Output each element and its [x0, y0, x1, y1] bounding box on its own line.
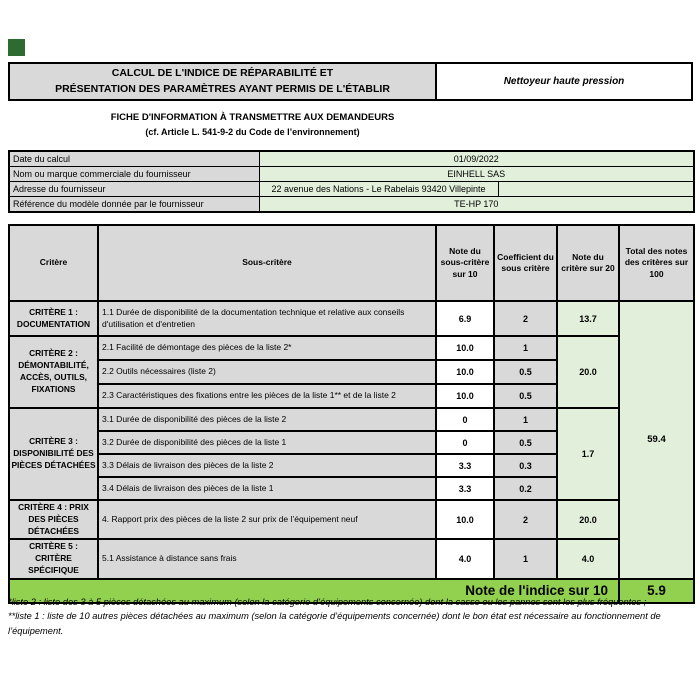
header-band [8, 62, 693, 101]
note20-value: 4.0 [557, 539, 619, 578]
footnote-liste2: *liste 2 : liste des 3 à 5 pièces détachées au maximum (selon la catégorie d’équipements concernée) dont la casse ou les pannes sont les plus fréquentes ; [8, 597, 647, 607]
info-value: EINHELL SAS [259, 167, 694, 182]
subcriterion-text: 3.2 Durée de disponibilité des pièces de la liste 1 [98, 431, 436, 454]
note10-value: 3.3 [436, 454, 494, 477]
note10-value: 10.0 [436, 384, 494, 408]
coefficient-value: 2 [494, 500, 557, 539]
criterion-3-label: CRITÈRE 3 : DISPONIBILITÉ DES PIÈCES DÉTACHÉES [9, 408, 98, 500]
subheader-line2: (cf. Article L. 541-9-2 du Code de l’environnement) [145, 126, 360, 137]
subcriterion-text: 1.1 Durée de disponibilité de la documentation technique et relative aux conseils d'utilisation et d'entretien [98, 301, 436, 336]
coefficient-value: 1 [494, 336, 557, 360]
table-row [9, 539, 694, 578]
info-label: Référence du modèle donnée par le fournisseur [9, 197, 259, 213]
col-header-sous-critere: Sous-critère [98, 225, 436, 301]
info-value: 01/09/2022 [259, 151, 694, 167]
total-score-100: 59.4 [619, 301, 694, 579]
product-category: Nettoyeur haute pression [437, 64, 691, 99]
final-score-value: 5.9 [619, 579, 694, 603]
subcriterion-text: 3.3 Délais de livraison des pièces de la liste 2 [98, 454, 436, 477]
col-header-note20: Note du critère sur 20 [557, 225, 619, 301]
info-row-address [9, 182, 694, 197]
criteria-table-header [9, 225, 694, 301]
note10-value: 6.9 [436, 301, 494, 336]
subcriterion-text: 4. Rapport prix des pièces de la liste 2 sur prix de l’équipement neuf [98, 500, 436, 539]
subcriterion-text: 5.1 Assistance à distance sans frais [98, 539, 436, 578]
note20-value: 20.0 [557, 500, 619, 539]
info-label: Date du calcul [9, 151, 259, 167]
info-label: Nom ou marque commerciale du fournisseur [9, 167, 259, 182]
info-row-date [9, 151, 694, 167]
subcriterion-text: 2.3 Caractéristiques des fixations entre les pièces de la liste 1** et de la liste 2 [98, 384, 436, 408]
note10-value: 10.0 [436, 500, 494, 539]
info-row-model [9, 197, 694, 213]
info-value-empty [498, 182, 694, 197]
note10-value: 10.0 [436, 336, 494, 360]
coefficient-value: 2 [494, 301, 557, 336]
subcriterion-text: 2.2 Outils nécessaires (liste 2) [98, 360, 436, 384]
table-row [9, 500, 694, 539]
footnotes [8, 595, 686, 638]
criterion-1-label: CRITÈRE 1 : DOCUMENTATION [9, 301, 98, 336]
document-title-line1: CALCUL DE L'INDICE DE RÉPARABILITÉ ET [111, 67, 334, 80]
supplier-info-table [8, 150, 695, 213]
note10-value: 0 [436, 408, 494, 431]
criterion-5-label: CRITÈRE 5 : CRITÈRE SPÉCIFIQUE [9, 539, 98, 578]
note10-value: 10.0 [436, 360, 494, 384]
note20-value: 20.0 [557, 336, 619, 408]
col-header-critere: Critère [9, 225, 98, 301]
logo-mark [8, 39, 25, 56]
note10-value: 4.0 [436, 539, 494, 578]
note10-value: 0 [436, 431, 494, 454]
col-header-note10: Note du sous-critère sur 10 [436, 225, 494, 301]
final-score-label: Note de l'indice sur 10 [9, 579, 619, 603]
coefficient-value: 1 [494, 539, 557, 578]
criteria-table [8, 224, 695, 604]
coefficient-value: 0.2 [494, 477, 557, 500]
info-value: 22 avenue des Nations - Le Rabelais 93420 Villepinte [259, 182, 498, 197]
document-title [10, 64, 437, 99]
subcriterion-text: 3.1 Durée de disponibilité des pièces de la liste 2 [98, 408, 436, 431]
criterion-4-label: CRITÈRE 4 : PRIX DES PIÈCES DÉTACHÉES [9, 500, 98, 539]
subheader [8, 111, 497, 138]
note20-value: 1.7 [557, 408, 619, 500]
col-header-total100: Total des notes des critères sur 100 [619, 225, 694, 301]
col-header-coefficient: Coefficient du sous critère [494, 225, 557, 301]
footnote-liste1: **liste 1 : liste de 10 autres pièces détachées au maximum (selon la catégorie d’équipements concernée) dont le bon état est nécessaire au fonctionnement de l’équipement. [8, 611, 661, 636]
subheader-line1: FICHE D'INFORMATION À TRANSMETTRE AUX DEMANDEURS [110, 112, 395, 123]
table-row [9, 301, 694, 336]
document-title-line2: PRÉSENTATION DES PARAMÈTRES AYANT PERMIS DE L'ÉTABLIR [55, 82, 390, 95]
subcriterion-text: 3.4 Délais de livraison des pièces de la liste 1 [98, 477, 436, 500]
coefficient-value: 0.5 [494, 384, 557, 408]
criterion-2-label: CRITÈRE 2 : DÉMONTABILITÉ, ACCÈS, OUTILS, FIXATIONS [9, 336, 98, 408]
table-row [9, 408, 694, 431]
coefficient-value: 0.3 [494, 454, 557, 477]
coefficient-value: 0.5 [494, 360, 557, 384]
note10-value: 3.3 [436, 477, 494, 500]
info-value: TE-HP 170 [259, 197, 694, 213]
table-row [9, 336, 694, 360]
coefficient-value: 1 [494, 408, 557, 431]
info-label: Adresse du fournisseur [9, 182, 259, 197]
note20-value: 13.7 [557, 301, 619, 336]
subcriterion-text: 2.1 Facilité de démontage des pièces de la liste 2* [98, 336, 436, 360]
coefficient-value: 0.5 [494, 431, 557, 454]
info-row-brand [9, 167, 694, 182]
